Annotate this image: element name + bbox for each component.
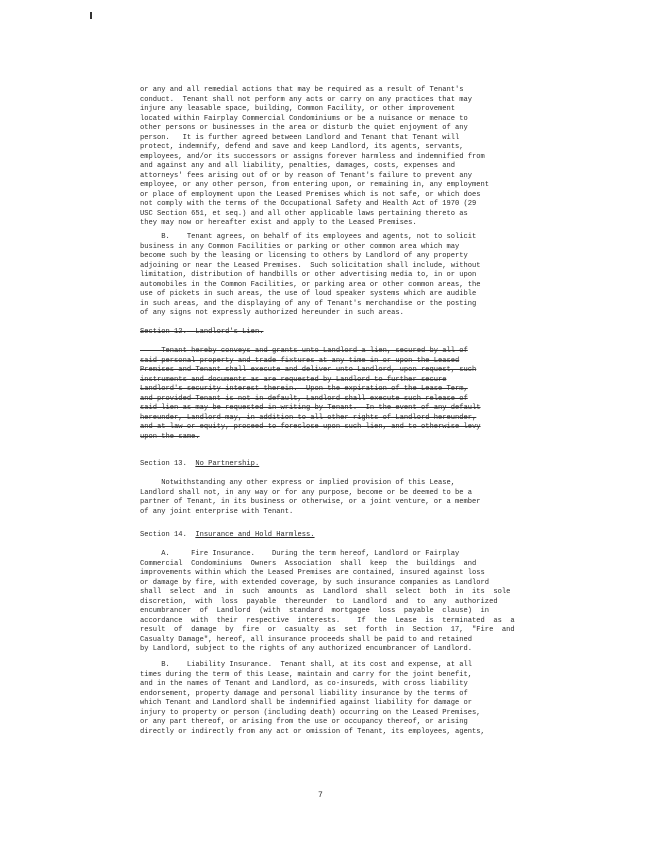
text-line: not comply with the terms of the Occupational Safety and Health Act of 1970 (29 xyxy=(140,200,477,208)
text-line: USC Section 651, et seq.) and all other applicable laws pertaining thereto as xyxy=(140,209,468,218)
section-13-number: Section 13. xyxy=(140,460,187,468)
text-line: injure any leasable space, building, Common Facility, or other improvement xyxy=(140,105,456,113)
text-line: result of damage by fire or casualty as set forth in Section 17, "Fire and xyxy=(140,626,515,634)
text-line: instruments and documents as are requested by Landlord to further secure xyxy=(140,375,447,384)
section-13-title: No Partnership. xyxy=(195,460,260,468)
section-12-title: Landlord's Lien. xyxy=(195,328,264,336)
text-line: adjoining or near the Leased Premises. Such solicitation shall include, without xyxy=(140,261,481,270)
text-line: and at law or equity, proceed to foreclose upon such lien, and to otherwise levy xyxy=(140,423,481,431)
text-line: Tenant hereby conveys and grants unto Landlord a lien, secured by all of xyxy=(140,347,468,355)
text-line: or damage by fire, with extended coverage, by such insurance companies as Landlord xyxy=(140,578,490,587)
text-line: and against any and all liability, penalties, damages, costs, expenses and xyxy=(140,162,456,170)
section-13-heading xyxy=(140,460,512,470)
text-line: of any signs not expressly authorized hereunder in such areas. xyxy=(140,309,404,317)
text-line: endorsement, property damage and personal liability insurance by the terms of xyxy=(140,689,468,698)
text-line: Landlord's security interest therein. Upon the expiration of the Lease Term, xyxy=(140,385,468,393)
text-line: employee, or any other person, from entering upon, or remaining in, any employment xyxy=(140,181,490,189)
section-12-body xyxy=(140,347,512,442)
scan-mark xyxy=(90,12,92,19)
text-line: Landlord shall not, in any way or for any purpose, become or be deemed to be a xyxy=(140,488,473,497)
text-line: A. Fire Insurance. During the term hereof, Landlord or Fairplay xyxy=(140,550,460,558)
text-line: automobiles in the Common Facilities, or parking area or other common areas, the xyxy=(140,280,481,289)
text-line: use of pickets in such areas, the use of loud speaker systems which are audible xyxy=(140,290,477,298)
text-line: encumbrancer of Landlord (with standard mortgagee loss payable clause) in xyxy=(140,607,490,615)
section-14-title: Insurance and Hold Harmless. xyxy=(195,531,315,539)
text-line: discretion, with loss payable thereunder to Landlord and to any authorized xyxy=(140,597,498,606)
text-line: in such areas, and the displaying of any of Tenant's merchandise or the posting xyxy=(140,299,477,308)
text-line: located within Fairplay Commercial Condominiums or be a nuisance or menace to xyxy=(140,114,468,123)
text-line: B. Tenant agrees, on behalf of its employees and agents, not to solicit xyxy=(140,233,477,241)
section-13-body xyxy=(140,479,512,517)
section-14-para-a xyxy=(140,550,515,655)
text-line: directly or indirectly from any act or omission of Tenant, its employees, agents, xyxy=(140,727,485,736)
paragraph-remedial xyxy=(140,86,512,229)
text-line: improvements within which the Leased Premises are contained, insured against loss xyxy=(140,569,485,577)
section-12-heading xyxy=(140,328,512,338)
text-line: B. Liability Insurance. Tenant shall, at its cost and expense, at all xyxy=(140,661,473,669)
text-line: or place of employment upon the Leased Premises which is not safe, or which does xyxy=(140,190,481,199)
text-line: protect, indemnify, defend and save and keep Landlord, its agents, servants, xyxy=(140,143,464,151)
text-line: Commercial Condominiums Owners Association shall keep the buildings and xyxy=(140,559,477,568)
text-line: times during the term of this Lease, maintain and carry for the joint benefit, xyxy=(140,670,473,679)
text-line: or any and all remedial actions that may be required as a result of Tenant's xyxy=(140,86,464,94)
paragraph-b-solicitation xyxy=(140,233,512,319)
text-line: shall select and in such amounts as Landlord shall select both in its sole xyxy=(140,588,511,596)
text-line: accordance with their respective interests. If the Lease is terminated as a xyxy=(140,616,515,625)
text-line: upon the same. xyxy=(140,432,200,441)
text-line: person. It is further agreed between Landlord and Tenant that Tenant will xyxy=(140,133,460,142)
text-line: become such by the leasing or licensing to others by Landlord of any property xyxy=(140,252,468,260)
text-line: by Landlord, subject to the rights of any authorized encumbrancer of Landlord. xyxy=(140,645,473,653)
text-line: or any part thereof, or arising from the use or occupancy thereof, or arising xyxy=(140,718,468,726)
text-line: conduct. Tenant shall not perform any acts or carry on any practices that may xyxy=(140,95,473,104)
text-line: they may now or hereafter exist and apply to the Leased Premises. xyxy=(140,219,417,227)
section-14-heading xyxy=(140,531,512,541)
text-line: limitation, distribution of handbills or other advertising media to, in or upon xyxy=(140,271,477,279)
text-line: Notwithstanding any other express or implied provision of this Lease, xyxy=(140,479,456,487)
text-line: of any joint enterprise with Tenant. xyxy=(140,507,294,516)
text-line: and provided Tenant is not in default, Landlord shall execute such release of xyxy=(140,394,468,403)
text-line: which Tenant and Landlord shall be indemnified against liability for damage or xyxy=(140,699,473,707)
text-line: business in any Common Facilities or parking or other common area which may xyxy=(140,242,460,251)
text-line: Premises and Tenant shall execute and deliver unto Landlord, upon request, such xyxy=(140,366,477,374)
text-line: said personal property and trade fixtures at any time in or upon the Leased xyxy=(140,356,460,365)
text-line: employees, and/or its successors or assigns forever harmless and indemnified from xyxy=(140,152,485,161)
section-14-para-b xyxy=(140,661,512,737)
text-line: attorneys' fees arising out of or by reason of Tenant's failure to prevent any xyxy=(140,171,473,180)
text-line: Casualty Damage", hereof, all insurance proceeds shall be paid to and retained xyxy=(140,635,473,644)
text-line: and in the names of Tenant and Landlord, as co-insureds, with cross liability xyxy=(140,680,468,688)
text-line: hereunder, Landlord may, in addition to all other rights of Landlord hereunder, xyxy=(140,413,477,422)
text-line: partner of Tenant, in its business or otherwise, or a joint venture, or a member xyxy=(140,498,481,506)
text-line: injury to property or person (including death) occurring on the Leased Premises, xyxy=(140,708,481,717)
text-line: other persons or businesses in the area or disturb the quiet enjoyment of any xyxy=(140,124,468,132)
section-14-number: Section 14. xyxy=(140,531,187,539)
section-12-number: Section 12. xyxy=(140,328,187,336)
text-line: said lien as may be requested in writing by Tenant. In the event of any default xyxy=(140,404,481,412)
page-number: 7 xyxy=(318,791,323,800)
